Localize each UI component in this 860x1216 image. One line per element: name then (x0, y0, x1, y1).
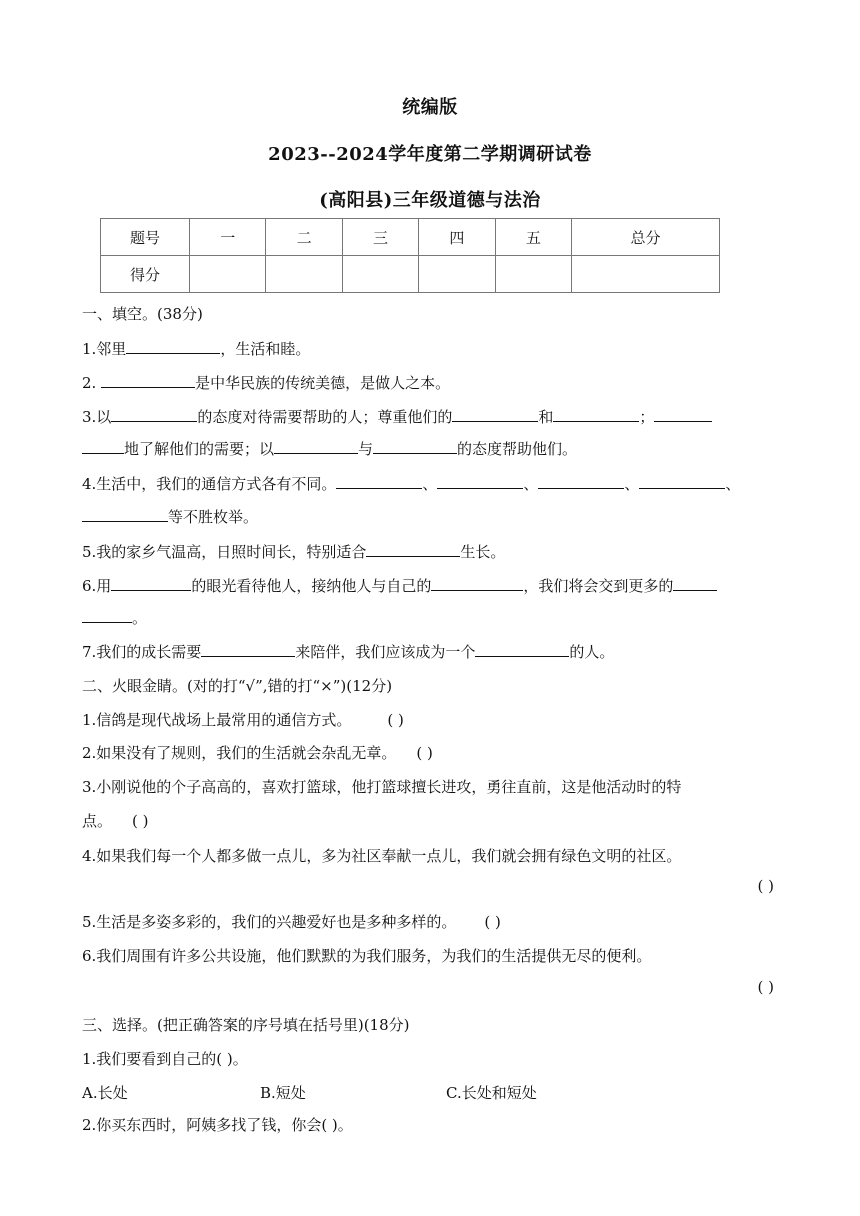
answer-blank[interactable] (553, 406, 639, 422)
score-cell: 五 (495, 219, 571, 256)
score-input-cell[interactable] (572, 256, 720, 293)
question-2-5: 5.生活是多姿多彩的，我们的兴趣爱好也是多种多样的。 ( ) (82, 913, 501, 931)
answer-blank[interactable] (654, 406, 712, 422)
score-cell: 题号 (101, 219, 190, 256)
option-a[interactable]: A.长处 (82, 1084, 128, 1102)
answer-paren[interactable]: ( ) (416, 744, 433, 762)
answer-blank[interactable] (366, 541, 460, 557)
question-1-4-line1: 4.生活中，我们的通信方式各有不同。 、 、 、 、 (82, 475, 741, 493)
question-2-3-line1: 3.小刚说他的个子高高的，喜欢打篮球，他打篮球擅长进攻，勇往直前，这是他活动时的特 (82, 778, 682, 796)
answer-blank[interactable] (126, 338, 220, 354)
question-2-6: 6.我们周围有许多公共设施，他们默默的为我们服务，为我们的生活提供无尽的便利。 (82, 947, 652, 965)
exam-year-title: 2023--2024学年度第二学期调研试卷 (268, 144, 592, 165)
answer-blank[interactable] (538, 473, 624, 489)
answer-paren[interactable]: ( ) (757, 978, 774, 996)
subject-title: (高阳县)三年级道德与法治 (319, 190, 541, 211)
answer-blank[interactable] (82, 438, 124, 454)
question-1-2: 2. 是中华民族的传统美德，是做人之本。 (82, 374, 451, 392)
answer-blank[interactable] (373, 438, 457, 454)
answer-blank[interactable] (336, 473, 422, 489)
score-cell: 二 (266, 219, 342, 256)
question-1-6-line2: 。 (82, 607, 147, 628)
answer-paren[interactable]: ( ) (757, 877, 774, 895)
answer-paren[interactable]: ( ) (387, 711, 404, 729)
question-1-7: 7.我们的成长需要 来陪伴，我们应该成为一个 的人。 (82, 643, 615, 661)
score-input-cell[interactable] (190, 256, 266, 293)
section2-heading: 二、火眼金睛。(对的打“√”,错的打“×”)(12分) (82, 677, 393, 695)
score-cell: 一 (190, 219, 266, 256)
question-1-5: 5.我的家乡气温高，日照时间长，特别适合 生长。 (82, 543, 506, 561)
answer-blank[interactable] (639, 473, 725, 489)
answer-blank[interactable] (82, 607, 132, 623)
answer-blank[interactable] (111, 406, 197, 422)
question-1-1: 1.邻里 ，生活和睦。 (82, 340, 311, 358)
question-3-2: 2.你买东西时，阿姨多找了钱，你会( )。 (82, 1116, 353, 1134)
answer-blank[interactable] (475, 641, 569, 657)
section3-heading: 三、选择。(把正确答案的序号填在括号里)(18分) (82, 1016, 410, 1034)
question-3-1-options (82, 1082, 537, 1103)
question-1-6-line1: 6.用 的眼光看待他人，接纳他人与自己的 ，我们将会交到更多的 (82, 575, 717, 596)
edition-title: 统编版 (402, 97, 458, 118)
question-2-3-line2: 点。 ( ) (82, 812, 149, 830)
score-table-header-row (101, 219, 720, 256)
score-table (100, 218, 720, 293)
section1-heading: 一、填空。(38分) (82, 305, 203, 323)
score-input-cell[interactable] (342, 256, 418, 293)
answer-paren[interactable]: ( ) (132, 812, 149, 830)
score-input-cell[interactable] (266, 256, 342, 293)
question-1-4-line2: 等不胜枚举。 (82, 506, 258, 527)
question-1-3-line1: 3.以 的态度对待需要帮助的人；尊重他们的 和 ； (82, 406, 712, 427)
answer-blank[interactable] (673, 575, 717, 591)
answer-blank[interactable] (201, 641, 295, 657)
answer-blank[interactable] (452, 406, 538, 422)
question-2-1: 1.信鸽是现代战场上最常用的通信方式。 ( ) (82, 711, 404, 729)
score-input-cell[interactable] (419, 256, 495, 293)
question-1-3-line2: 地了解他们的需要；以 与 的态度帮助他们。 (82, 438, 577, 459)
answer-blank[interactable] (101, 372, 195, 388)
answer-paren[interactable]: ( ) (484, 913, 501, 931)
question-2-2: 2.如果没有了规则，我们的生活就会杂乱无章。 ( ) (82, 744, 433, 762)
option-b[interactable]: B.短处 (260, 1084, 306, 1102)
answer-blank[interactable] (437, 473, 523, 489)
score-row-label: 得分 (101, 256, 190, 293)
score-cell: 四 (419, 219, 495, 256)
score-cell: 三 (342, 219, 418, 256)
question-3-1: 1.我们要看到自己的( )。 (82, 1050, 248, 1068)
option-c[interactable]: C.长处和短处 (446, 1084, 537, 1102)
score-table-score-row (101, 256, 720, 293)
score-input-cell[interactable] (495, 256, 571, 293)
answer-blank[interactable] (111, 575, 191, 591)
answer-blank[interactable] (82, 506, 168, 522)
score-cell: 总分 (572, 219, 720, 256)
answer-blank[interactable] (431, 575, 523, 591)
answer-blank[interactable] (274, 438, 358, 454)
question-2-4: 4.如果我们每一个人都多做一点儿，多为社区奉献一点儿，我们就会拥有绿色文明的社区。 (82, 847, 682, 865)
